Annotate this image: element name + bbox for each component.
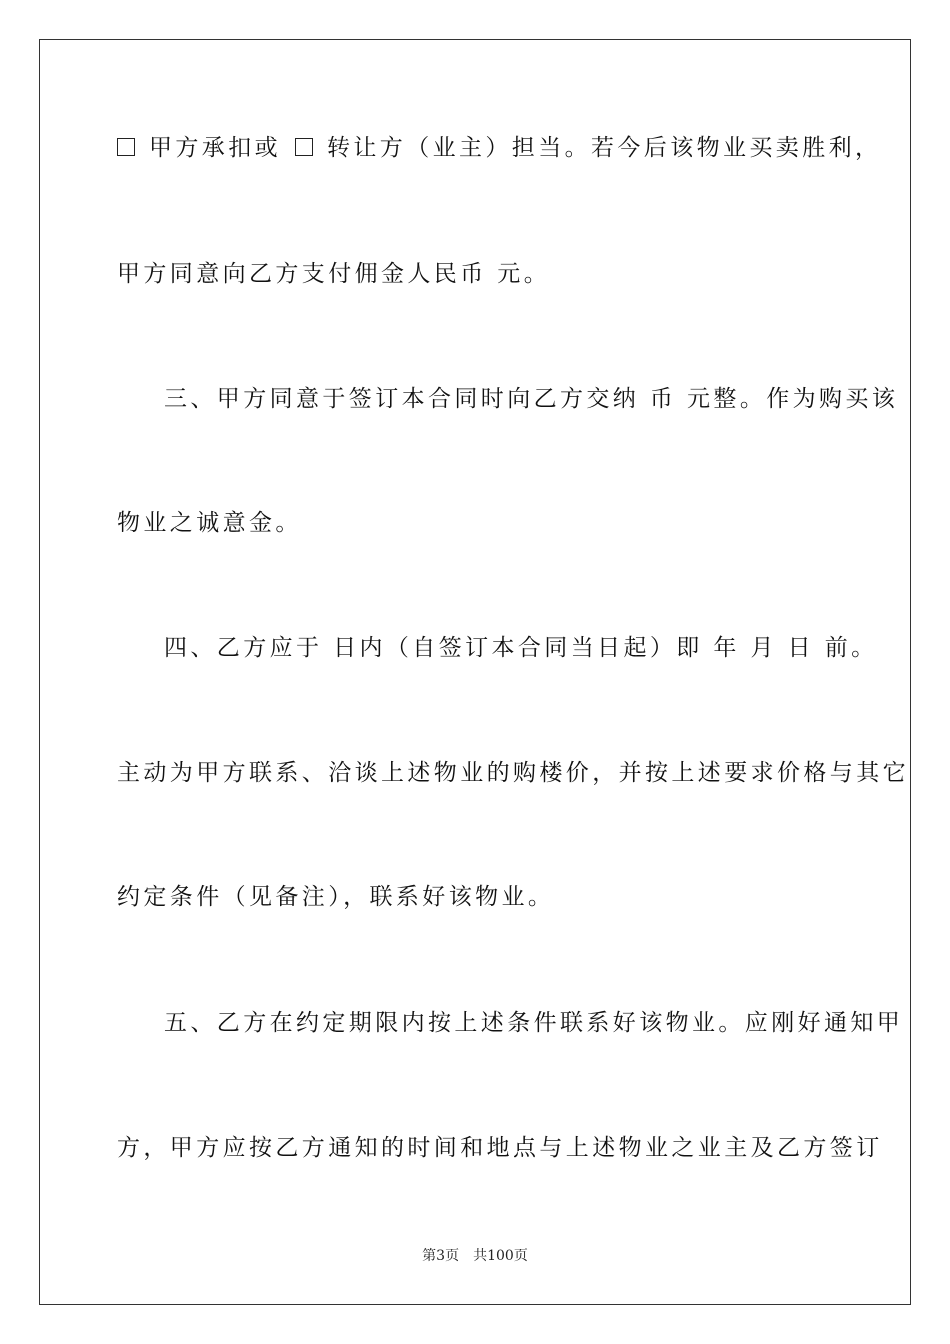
page-footer bbox=[0, 1247, 950, 1265]
page-number: 第3页 bbox=[422, 1248, 460, 1264]
page-border bbox=[39, 39, 911, 1305]
text-line-6: 主动为甲方联系、洽谈上述物业的购楼价，并按上述要求价格与其它 bbox=[117, 760, 909, 786]
text-line-1 bbox=[117, 133, 881, 163]
line1-text-b: 转让方（业主）担当。若今后该物业买卖胜利， bbox=[327, 135, 882, 161]
text-line-8: 五、乙方在约定期限内按上述条件联系好该物业。应刚好通知甲 bbox=[164, 1010, 904, 1036]
text-line-9: 方，甲方应按乙方通知的时间和地点与上述物业之业主及乙方签订 bbox=[117, 1135, 883, 1161]
text-line-4: 物业之诚意金。 bbox=[117, 510, 302, 536]
line1-text-a: 甲方承扣或 bbox=[149, 135, 281, 161]
text-line-5: 四、乙方应于 日内（自签订本合同当日起）即 年 月 日 前。 bbox=[164, 635, 878, 661]
text-line-3: 三、甲方同意于签订本合同时向乙方交纳 币 元整。作为购买该 bbox=[164, 386, 899, 412]
text-line-2: 甲方同意向乙方支付佣金人民币 元。 bbox=[117, 261, 551, 287]
checkbox-icon[interactable] bbox=[295, 138, 313, 156]
text-line-7: 约定条件（见备注），联系好该物业。 bbox=[117, 884, 555, 910]
checkbox-icon[interactable] bbox=[117, 138, 135, 156]
page-total: 共100页 bbox=[473, 1248, 528, 1264]
